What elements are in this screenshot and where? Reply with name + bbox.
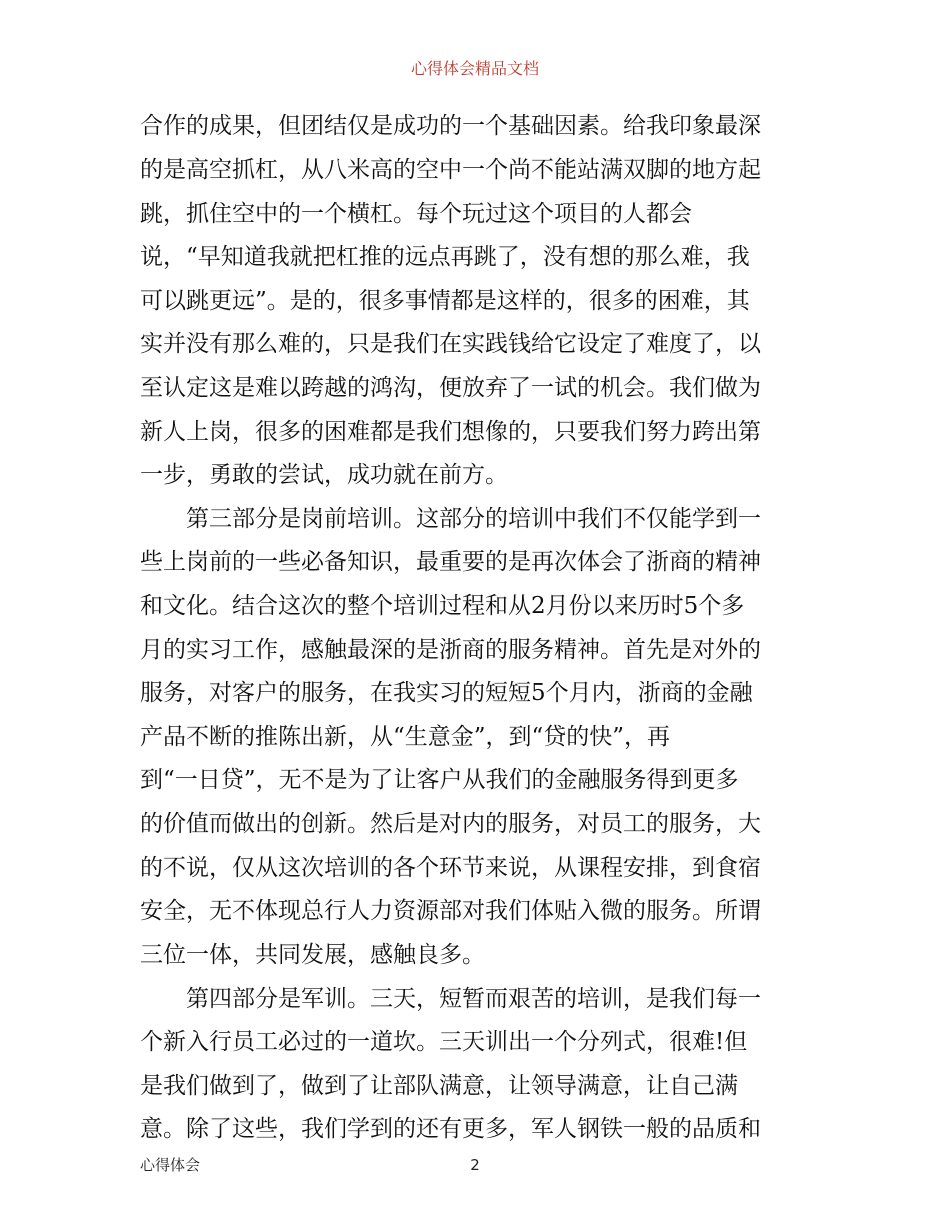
text-line: 意。除了这些，我们学到的还有更多，军人钢铁一般的品质和 — [140, 1116, 761, 1142]
text-line: 的不说，仅从这次培训的各个环节来说，从课程安排，到食宿 — [140, 855, 761, 881]
text-line: 安全，无不体现总行人力资源部对我们体贴入微的服务。所谓 — [140, 898, 761, 924]
text-line: 至认定这是难以跨越的鸿沟，便放弃了一试的机会。我们做为 — [140, 375, 761, 401]
text-line: 的价值而做出的创新。然后是对内的服务，对员工的服务，大 — [140, 811, 761, 837]
text-line: 产品不断的推陈出新，从“生意金”，到“贷的快”，再 — [140, 724, 671, 750]
text-line: 个新入行员工必过的一道坎。三天训出一个分列式，很难!但 — [140, 1029, 748, 1055]
text-line: 月的实习工作，感触最深的是浙商的服务精神。首先是对外的 — [140, 637, 761, 663]
text-line: 的是高空抓杠，从八米高的空中一个尚不能站满双脚的地方起 — [140, 157, 761, 183]
text-line: 一步，勇敢的尝试，成功就在前方。 — [140, 462, 508, 488]
text-line: 实并没有那么难的，只是我们在实践钱给它设定了难度了，以 — [140, 331, 761, 357]
text-line: 跳，抓住空中的一个横杠。每个玩过这个项目的人都会 — [140, 201, 692, 227]
text-line: 三位一体，共同发展，感触良多。 — [140, 942, 485, 968]
page-number: 2 — [470, 1156, 480, 1174]
text-line: 是我们做到了，做到了让部队满意，让领导满意，让自己满 — [140, 1073, 738, 1099]
text-line: 第四部分是军训。三天，短暂而艰苦的培训，是我们每一 — [140, 986, 761, 1012]
text-line: 些上岗前的一些必备知识，最重要的是再次体会了浙商的精神 — [140, 549, 761, 575]
text-line: 合作的成果，但团结仅是成功的一个基础因素。给我印象最深 — [140, 113, 761, 139]
text-line: 和文化。结合这次的整个培训过程和从2月份以来历时5个多 — [140, 593, 745, 619]
text-line: 新人上岗，很多的困难都是我们想像的，只要我们努力跨出第 — [140, 419, 761, 445]
text-line: 服务，对客户的服务，在我实习的短短5个月内，浙商的金融 — [140, 680, 753, 706]
text-line: 说，“早知道我就把杠推的远点再跳了，没有想的那么难，我 — [140, 244, 750, 270]
footer-label: 心得体会 — [140, 1156, 201, 1174]
page-header-title: 心得体会精品文档 — [410, 59, 539, 78]
text-line: 可以跳更远”。是的，很多事情都是这样的，很多的困难，其 — [140, 288, 750, 314]
text-line: 第三部分是岗前培训。这部分的培训中我们不仅能学到一 — [140, 506, 761, 532]
text-line: 到“一日贷”，无不是为了让客户从我们的金融服务得到更多 — [140, 767, 739, 793]
